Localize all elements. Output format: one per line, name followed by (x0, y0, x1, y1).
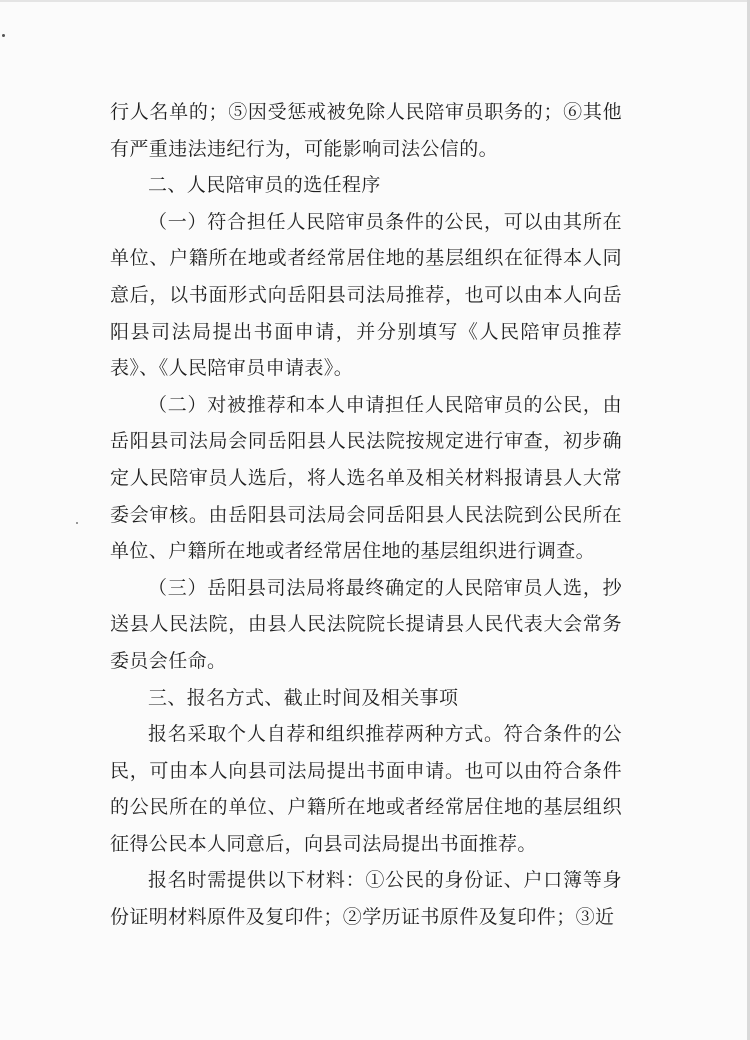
margin-mark (2, 34, 5, 37)
page-top-edge (0, 0, 750, 2)
paragraph-item-1: （一）符合担任人民陪审员条件的公民，可以由其所在单位、户籍所在地或者经常居住地的基层组织在征得本人同意后，以书面形式向岳阳县司法局推荐，也可以由本人向岳阳县司法局提出书面申请，并分别填写《人民陪审员推荐表》、《人民陪审员申请表》。 (110, 210, 622, 380)
section-heading-2: 二、人民陪审员的选任程序 (148, 174, 381, 197)
paragraph-item-3: （三）岳阳县司法局将最终确定的人民陪审员人选，抄送县人民法院，由县人民法院院长提请县人民代表大会常务委员会任命。 (110, 576, 622, 672)
paragraph-item-2: （二）对被推荐和本人申请担任人民陪审员的公民，由岳阳县司法局会同岳阳县人民法院按规定进行审查，初步确定人民陪审员人选后，将人选名单及相关材料报请县人大常委会审核。由岳阳县司法局会同岳阳县人民法院到公民所在单位、户籍所在地或者经常居住地的基层组织进行调查。 (110, 393, 622, 563)
document-body (110, 94, 622, 936)
paragraph-registration-method: 报名采取个人自荐和组织推荐两种方式。符合条件的公民，可由本人向县司法局提出书面申请。也可以由符合条件的公民所在的单位、户籍所在地或者经常居住地的基层组织征得公民本人同意后，向县司法局提出书面推荐。 (110, 723, 622, 855)
paragraph-required-materials: 报名时需提供以下材料：①公民的身份证、户口簿等身份证明材料原件及复印件；②学历证书原件及复印件；③近 (110, 869, 622, 929)
paragraph-continuation: 行人名单的；⑤因受惩戒被免除人民陪审员职务的；⑥其他有严重违法违纪行为，可能影响司法公信的。 (110, 101, 622, 160)
scan-speck (76, 522, 78, 524)
section-heading-3: 三、报名方式、截止时间及相关事项 (148, 686, 459, 709)
